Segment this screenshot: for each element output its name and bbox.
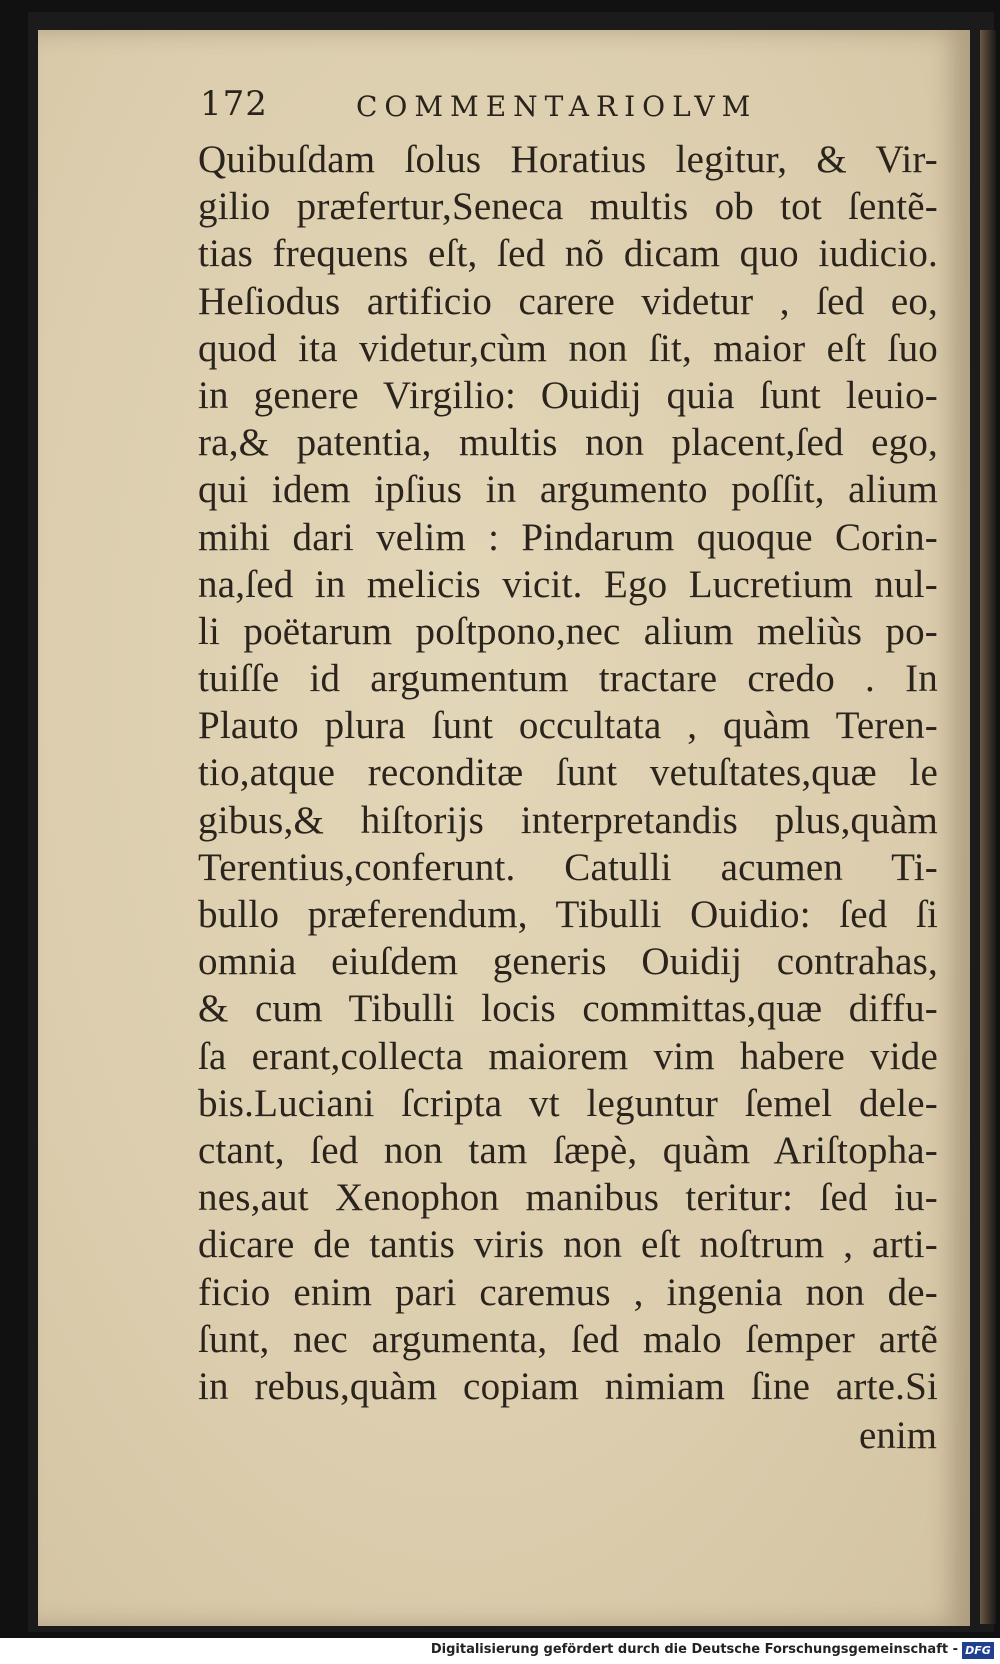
text-line: Quibuſdam ſolus Horatius legitur, & Vir- [198, 138, 938, 181]
text-line: in genere Virgilio: Ouidij quia ſunt leuio- [198, 373, 938, 417]
text-line: gilio præfertur,Seneca multis ob tot ſentẽ- [198, 185, 938, 229]
page-header [200, 84, 950, 136]
text-line: Heſiodus artificio carere videtur , ſed eo, [198, 279, 938, 323]
text-line: qui idem ipſius in argumento poſſit, alium [198, 468, 938, 512]
digitization-footer [0, 1638, 1000, 1664]
text-line: na,ſed in melicis vicit. Ego Lucretium nul- [198, 562, 938, 606]
text-line: & cum Tibulli locis committas,quæ diffu- [198, 987, 938, 1031]
text-line: li poëtarum poſtpono,nec alium meliùs po- [198, 609, 938, 653]
catchword: enim [859, 1414, 937, 1457]
text-line: tio,atque reconditæ ſunt vetuſtates,quæ le [198, 751, 938, 795]
text-line: quod ita videtur,cùm non ſit, maior eſt ſuo [198, 326, 938, 370]
body-text [198, 136, 938, 1410]
text-line: tias frequens eſt, ſed nõ dicam quo iudicio. [198, 232, 938, 276]
text-line: Terentius,conferunt. Catulli acumen Ti- [198, 845, 938, 889]
text-line: ctant, ſed non tam ſæpè, quàm Ariſtopha- [198, 1128, 938, 1172]
text-line: bis.Luciani ſcripta vt leguntur ſemel dele- [198, 1081, 938, 1125]
text-line: gibus,& hiſtorijs interpretandis plus,quàm [198, 798, 938, 842]
text-line: nes,aut Xenophon manibus teritur: ſed iu- [198, 1176, 938, 1220]
text-line: tuiſſe id argumentum tractare credo . In [198, 657, 938, 701]
running-head: COMMENTARIOLVM [356, 90, 758, 123]
text-line: ra,& patentia, multis non placent,ſed ego, [198, 421, 938, 465]
text-line: in rebus,quàm copiam nimiam ſine arte.Si [198, 1364, 938, 1408]
text-line: dicare de tantis viris non eſt noſtrum , arti- [198, 1223, 938, 1267]
page-number: 172 [200, 84, 268, 124]
funding-credit: Digitalisierung gefördert durch die Deutsche Forschungsgemeinschaft - [430, 1642, 958, 1657]
page-edge [980, 30, 996, 1624]
text-line: ficio enim pari caremus , ingenia non de- [198, 1270, 938, 1314]
text-line: bullo præferendum, Tibulli Ouidio: ſed ſi [198, 893, 938, 936]
text-line: mihi dari velim : Pindarum quoque Corin- [198, 515, 938, 559]
dfg-logo: DFG [962, 1642, 994, 1659]
text-line: omnia eiuſdem generis Ouidij contrahas, [198, 940, 938, 984]
text-line: Plauto plura ſunt occultata , quàm Teren- [198, 704, 938, 748]
text-line: ſunt, nec argumenta, ſed malo ſemper artẽ [198, 1317, 938, 1361]
text-line: ſa erant,collecta maiorem vim habere vide [198, 1034, 938, 1078]
